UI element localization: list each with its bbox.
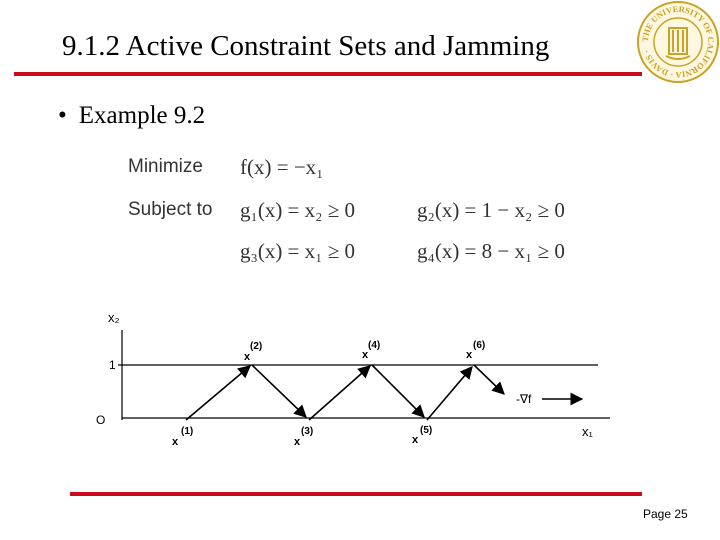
constraint-g1: g₁(x) = x₂ ≥ 0 [240, 198, 355, 222]
page-number: Page 25 [643, 507, 688, 521]
point-2-label: (2) [250, 341, 263, 352]
point-4-mark: x [362, 349, 369, 361]
point-4-label: (4) [368, 340, 381, 351]
point-1-label: (1) [181, 426, 194, 437]
bullet-dot: • [58, 102, 67, 129]
point-6-label: (6) [473, 340, 486, 351]
point-3-label: (3) [301, 426, 314, 437]
point-3-mark: x [294, 436, 301, 448]
constraint-g2: g₂(x) = 1 − x₂ ≥ 0 [417, 198, 565, 222]
gradient-label: -∇f [516, 392, 532, 406]
svg-text:THE UNIVERSITY OF CALIFORNIA ·: THE UNIVERSITY OF CALIFORNIA · DAVIS · [639, 3, 717, 81]
tick-zero-label: O [96, 413, 106, 427]
path-segment-2-3 [252, 365, 306, 417]
point-5-mark: x [412, 434, 419, 446]
slide-title: 9.1.2 Active Constraint Sets and Jamming [62, 30, 550, 62]
minimize-label: Minimize [128, 156, 203, 177]
path-segment-1-2 [186, 366, 250, 420]
bullet-text: Example 9.2 [78, 102, 206, 129]
point-1-mark: x [172, 436, 179, 448]
point-5-label: (5) [420, 425, 433, 436]
objective-function: f(x) = −x₁ [240, 155, 324, 179]
axis-x-label: x₁ [582, 424, 593, 439]
tick-one-label: 1 [109, 358, 116, 372]
path-segment-4-5 [372, 365, 424, 417]
point-6-mark: x [466, 349, 473, 361]
axis-y-label: x₂ [108, 310, 120, 325]
point-2-mark: x [244, 351, 251, 363]
path-segment-3-4 [309, 366, 370, 420]
path-segment-6-out [474, 365, 504, 394]
footer-divider [70, 492, 642, 496]
subject-to-label: Subject to [128, 199, 213, 220]
constraint-g3: g₃(x) = x₁ ≥ 0 [240, 239, 355, 263]
constraint-g4: g₄(x) = 8 − x₁ ≥ 0 [417, 239, 565, 263]
path-segment-5-6 [427, 367, 472, 420]
